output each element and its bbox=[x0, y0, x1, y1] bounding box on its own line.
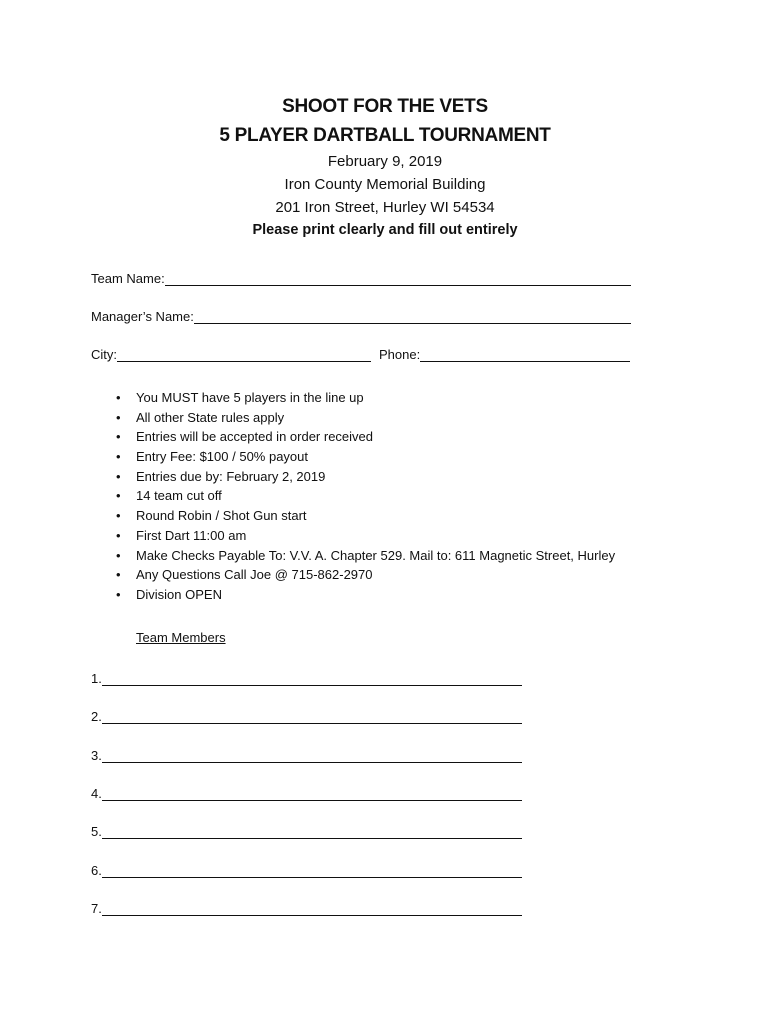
rule-text: 14 team cut off bbox=[136, 488, 222, 504]
print-instruction: Please print clearly and fill out entirely bbox=[252, 222, 518, 238]
rule-item bbox=[116, 585, 615, 605]
rule-item bbox=[116, 467, 615, 487]
team-member-row bbox=[91, 898, 522, 916]
bullet-icon: • bbox=[116, 429, 121, 445]
member-name-line[interactable] bbox=[102, 786, 522, 801]
rule-item bbox=[116, 506, 615, 526]
bullet-icon: • bbox=[116, 567, 121, 583]
bullet-icon: • bbox=[116, 409, 121, 425]
rule-text: Any Questions Call Joe @ 715-862-2970 bbox=[136, 567, 373, 583]
team-member-row bbox=[91, 783, 522, 801]
city-line[interactable] bbox=[117, 347, 371, 362]
rule-item bbox=[116, 486, 615, 506]
bullet-icon: • bbox=[116, 449, 121, 465]
team-name-label: Team Name: bbox=[91, 271, 165, 286]
member-name-line[interactable] bbox=[102, 671, 522, 686]
city-label: City: bbox=[91, 347, 117, 362]
rule-text: First Dart 11:00 am bbox=[136, 527, 247, 543]
city-phone-field bbox=[91, 344, 630, 362]
rule-text: Make Checks Payable To: V.V. A. Chapter 529. Mail to: 611 Magnetic Street, Hurley bbox=[136, 547, 616, 563]
bullet-icon: • bbox=[116, 488, 121, 504]
event-date: February 9, 2019 bbox=[327, 153, 443, 170]
bullet-icon: • bbox=[116, 547, 121, 563]
member-number: 5. bbox=[91, 824, 102, 840]
title-line-2: 5 PLAYER DARTBALL TOURNAMENT bbox=[219, 125, 551, 146]
event-venue: Iron County Memorial Building bbox=[284, 176, 486, 193]
team-name-field bbox=[91, 268, 631, 286]
rule-item bbox=[116, 546, 615, 566]
team-name-line[interactable] bbox=[165, 271, 631, 286]
rules-list bbox=[116, 388, 615, 605]
rule-text: You MUST have 5 players in the line up bbox=[136, 390, 364, 405]
rule-text: Entry Fee: $100 / 50% payout bbox=[136, 449, 308, 465]
phone-label: Phone: bbox=[379, 347, 421, 362]
member-number: 1. bbox=[91, 671, 102, 686]
rule-text: All other State rules apply bbox=[136, 409, 285, 425]
member-number: 4. bbox=[91, 785, 102, 801]
team-member-row bbox=[91, 821, 522, 839]
bullet-icon: • bbox=[116, 390, 121, 405]
member-name-line[interactable] bbox=[102, 748, 522, 763]
rule-item bbox=[116, 408, 615, 428]
rule-text: Entries due by: February 2, 2019 bbox=[136, 468, 326, 484]
rule-text: Division OPEN bbox=[136, 586, 222, 602]
member-name-line[interactable] bbox=[102, 863, 522, 878]
member-number: 2. bbox=[91, 709, 102, 725]
member-name-line[interactable] bbox=[102, 824, 522, 839]
manager-name-label: Manager’s Name: bbox=[91, 309, 194, 324]
member-number: 3. bbox=[91, 747, 102, 763]
bullet-icon: • bbox=[116, 586, 121, 602]
bullet-icon: • bbox=[116, 527, 121, 543]
rule-item bbox=[116, 526, 615, 546]
rule-item bbox=[116, 427, 615, 447]
manager-name-line[interactable] bbox=[194, 309, 631, 324]
team-member-row bbox=[91, 860, 522, 878]
team-member-row bbox=[91, 668, 522, 686]
member-number: 6. bbox=[91, 862, 102, 878]
rule-item bbox=[116, 388, 615, 408]
member-name-line[interactable] bbox=[102, 901, 522, 916]
rule-item bbox=[116, 447, 615, 467]
form-header bbox=[0, 92, 770, 242]
member-number: 7. bbox=[91, 900, 102, 916]
team-member-row bbox=[91, 745, 522, 763]
team-member-row bbox=[91, 706, 522, 724]
phone-line[interactable] bbox=[420, 347, 630, 362]
rule-text: Round Robin / Shot Gun start bbox=[136, 508, 307, 524]
member-name-line[interactable] bbox=[102, 709, 522, 724]
rule-item bbox=[116, 565, 615, 585]
rule-text: Entries will be accepted in order received bbox=[136, 429, 374, 445]
team-members-title: Team Members bbox=[136, 630, 226, 645]
bullet-icon: • bbox=[116, 468, 121, 484]
manager-name-field bbox=[91, 306, 631, 324]
bullet-icon: • bbox=[116, 508, 121, 524]
event-address: 201 Iron Street, Hurley WI 54534 bbox=[275, 199, 495, 216]
title-line-1: SHOOT FOR THE VETS bbox=[282, 96, 488, 117]
